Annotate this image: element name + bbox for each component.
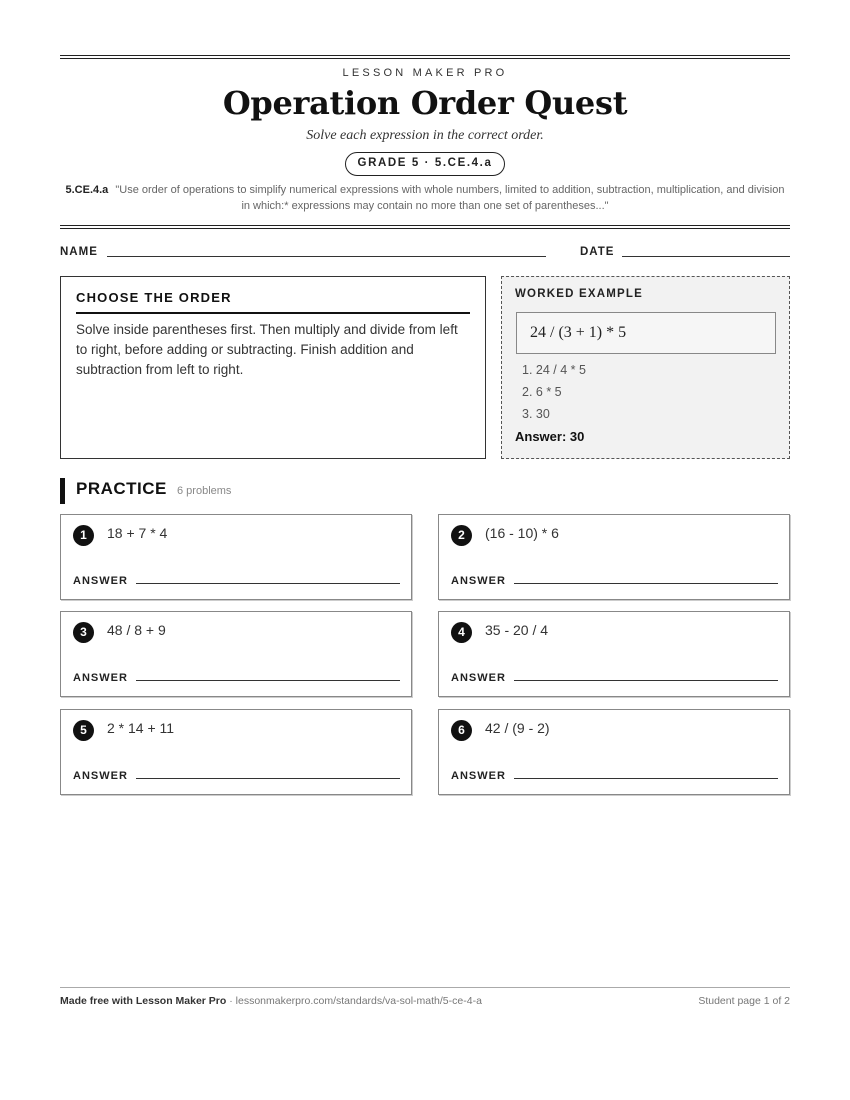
worked-step: 2. 6 * 5 [522,385,562,399]
problem-card-1 [60,514,412,600]
problem-expression: (16 - 10) * 6 [485,525,559,541]
worked-example-heading: WORKED EXAMPLE [515,288,643,300]
answer-field[interactable] [514,680,778,681]
practice-heading: PRACTICE [76,479,167,498]
footer-credit [60,995,482,1007]
problem-card-4 [438,611,790,697]
practice-count: 6 problems [177,485,232,497]
order-instructions-box [60,276,486,459]
problem-expression: 18 + 7 * 4 [107,525,168,541]
problem-expression: 42 / (9 - 2) [485,720,550,736]
footer-made-with: Made free with Lesson Maker Pro [60,995,227,1007]
worked-step: 3. 30 [522,407,550,421]
problem-number: 6 [451,720,472,741]
standard-description [60,182,790,214]
worked-example-box [501,276,790,459]
problem-number: 5 [73,720,94,741]
practice-accent-bar [60,478,65,504]
worked-example-expression: 24 / (3 + 1) * 5 [516,312,776,354]
answer-label: ANSWER [451,672,506,684]
problem-number: 2 [451,525,472,546]
worked-example-answer: Answer: 30 [515,429,585,444]
top-double-rule [60,55,790,59]
problem-expression: 48 / 8 + 9 [107,622,166,638]
answer-label: ANSWER [73,770,128,782]
answer-field[interactable] [136,680,400,681]
worked-step: 1. 24 / 4 * 5 [522,363,586,377]
answer-field[interactable] [514,778,778,779]
order-heading-rule [76,312,470,314]
answer-field[interactable] [136,778,400,779]
brand-name: LESSON MAKER PRO [342,67,508,79]
date-label: DATE [580,246,615,258]
problem-expression: 35 - 20 / 4 [485,622,549,638]
order-heading: CHOOSE THE ORDER [76,290,232,305]
problem-number: 4 [451,622,472,643]
answer-field[interactable] [136,583,400,584]
page-subtitle: Solve each expression in the correct order. [306,128,544,143]
answer-label: ANSWER [73,672,128,684]
answer-label: ANSWER [451,575,506,587]
footer-page-number: Student page 1 of 2 [698,995,790,1007]
problem-expression: 2 * 14 + 11 [107,720,175,736]
footer-url[interactable]: · lessonmakerpro.com/standards/va-sol-math/5-ce-4-a [226,995,482,1007]
header-double-rule [60,225,790,229]
grade-badge: GRADE 5 · 5.CE.4.a [345,152,505,176]
worked-example-steps [522,359,586,425]
problem-card-5 [60,709,412,795]
standard-text: "Use order of operations to simplify numerical expressions with whole numbers, limited to addition, subtraction, multiplication, and division in which:* expressions may contain no more than one set of parentheses..." [115,184,785,212]
problem-number: 1 [73,525,94,546]
problem-card-2 [438,514,790,600]
name-field[interactable] [107,256,546,257]
footer-rule [60,987,790,988]
date-field[interactable] [622,256,790,257]
problem-number: 3 [73,622,94,643]
order-instructions-text: Solve inside parentheses first. Then multiply and divide from left to right, before adding or subtracting. Finish addition and subtraction from left to right. [76,322,458,377]
problem-card-6 [438,709,790,795]
answer-label: ANSWER [73,575,128,587]
name-label: NAME [60,246,98,258]
answer-label: ANSWER [451,770,506,782]
page-title: Operation Order Quest [222,84,628,122]
answer-field[interactable] [514,583,778,584]
standard-code: 5.CE.4.a [65,184,109,196]
problem-card-3 [60,611,412,697]
